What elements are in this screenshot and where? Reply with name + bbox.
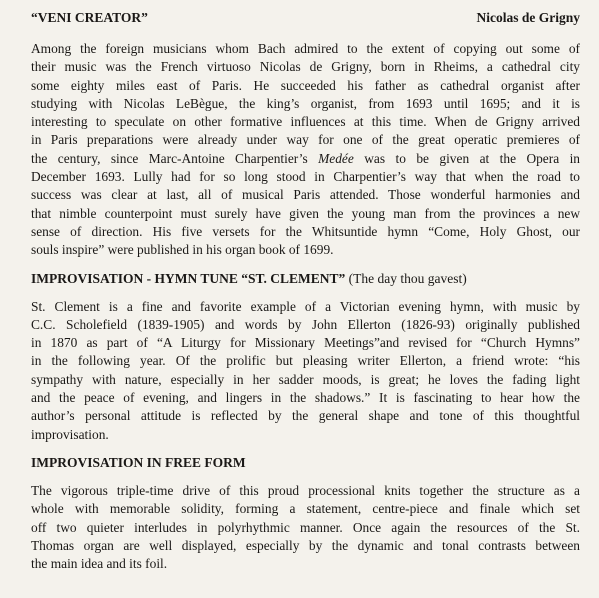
text-line: Thomas organ are well displayed, especially by the dynamic and tonal contrasts between	[31, 537, 580, 553]
text-line: sense of direction. His five versets for the Whitsuntide hymn “Come, Holy Ghost, our	[31, 223, 580, 239]
text-line: St. Clement is a fine and favorite example of a Victorian evening hymn, with music by	[31, 298, 580, 314]
piece-title: “VENI CREATOR”	[31, 10, 148, 25]
section-heading-free-form	[31, 453, 580, 473]
text-line: whole with memorable solidity, forming a statement, centre-piece and finale which set	[31, 501, 580, 517]
st-clement-paragraph	[31, 298, 580, 444]
text-line: in Paris preparations were already under way for one of the great operatic premieres of	[31, 132, 580, 148]
text-line: off two quieter interludes in polyrhythmic manner. Once again the resources of the St.	[31, 519, 580, 535]
liner-notes-page	[31, 8, 580, 573]
text-line: their music was the French virtuoso Nicolas de Grigny, born in Rheims, a cathedral city	[31, 59, 580, 75]
text-line: Among the foreign musicians whom Bach admired to the extent of copying out some of	[31, 41, 580, 56]
veni-creator-paragraph	[31, 40, 580, 260]
section-heading-subtitle: (The day thou gavest)	[345, 270, 467, 286]
text-line: some eighty miles east of Paris. He succeeded his father as cathedral organist after	[31, 77, 580, 93]
text-line: author’s personal attitude is reflected by the general shape and tone of this thoughtful	[31, 408, 580, 424]
text-line: December 1693. Lully had for so long stood in Charpentier’s way that when the road to	[31, 169, 580, 185]
text-line: the main idea and its foil.	[31, 556, 168, 572]
free-form-paragraph	[31, 482, 580, 573]
text-line: souls inspire” were published in his organ book of 1699.	[31, 242, 334, 258]
text-line-with-italic	[31, 150, 580, 168]
text-line: C.C. Scholefield (1839-1905) and words by John Ellerton (1826-93) originally published	[31, 316, 580, 332]
section-heading-label: IMPROVISATION - HYMN TUNE “ST. CLEMENT”	[31, 270, 346, 286]
text-segment: was to be given at the Opera in	[353, 150, 580, 166]
section-heading-label: IMPROVISATION IN FREE FORM	[31, 454, 246, 470]
text-line: interesting to speculate on other formative influences at this time. When de Grigny arrived	[31, 114, 580, 130]
text-line: in the following year. Of the prolific but pleasing writer Ellerton, a friend wrote: “his	[31, 353, 580, 369]
text-line: studying with Nicolas LeBègue, the king’s organist, from 1693 until 1695; and it is	[31, 95, 580, 111]
page-header	[31, 8, 580, 30]
text-line: success was clear at last, all of musical Paris attended. Those wonderful harmonies and	[31, 187, 580, 203]
composer-name: Nicolas de Grigny	[476, 10, 580, 25]
text-line: The vigorous triple-time drive of this proud processional knits together the structure as a	[31, 482, 580, 498]
text-line: that nimble counterpoint must surely have given the young man from the provinces a new	[31, 205, 580, 221]
text-line: sympathy with nature, especially in her sadder moods, is great; he loves the fading light	[31, 371, 580, 387]
text-line: improvisation.	[31, 426, 109, 442]
section-heading-st-clement	[31, 269, 580, 289]
italic-title-medee: Medée	[318, 150, 354, 166]
text-line: and the peace of evening, and lingers in the shadows.” It is fascinating to hear how the	[31, 390, 580, 406]
text-line: in 1870 as part of “A Liturgy for Missionary Meetings”and revised for “Church Hymns”	[31, 335, 580, 351]
text-segment: the century, since Marc-Antoine Charpentier’s	[31, 150, 319, 166]
